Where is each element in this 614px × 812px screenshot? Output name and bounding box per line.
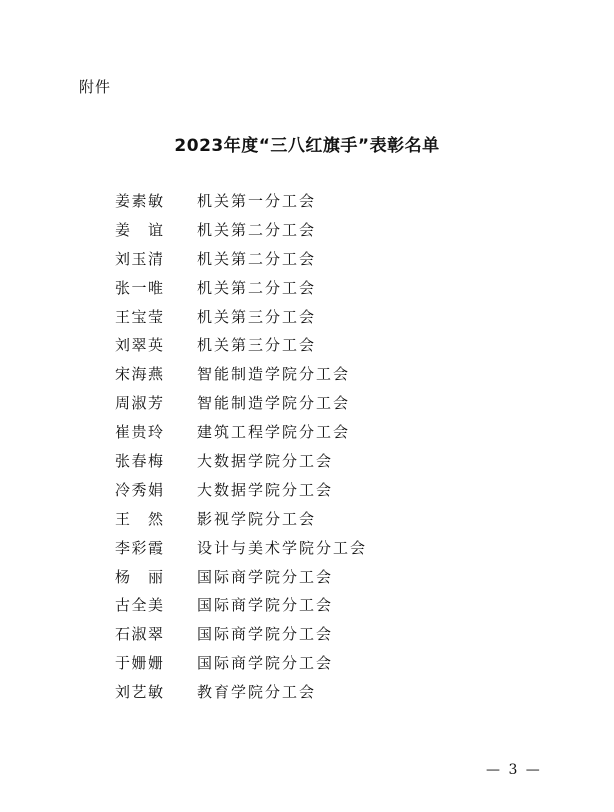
honoree-unit: 国际商学院分工会 xyxy=(197,567,334,586)
honoree-list xyxy=(115,187,495,707)
honoree-row xyxy=(115,274,495,303)
honoree-name: 刘艺敏 xyxy=(115,683,165,702)
honoree-name: 古全美 xyxy=(115,596,165,615)
honoree-name: 崔贵玲 xyxy=(115,423,165,442)
honoree-row xyxy=(115,216,495,245)
honoree-unit: 智能制造学院分工会 xyxy=(197,365,351,384)
honoree-unit: 机关第二分工会 xyxy=(197,278,317,297)
honoree-name: 王 然 xyxy=(115,509,165,528)
honoree-name: 刘翠英 xyxy=(115,336,165,355)
honoree-name: 宋海燕 xyxy=(115,365,165,384)
honoree-row xyxy=(115,534,495,563)
honoree-name: 姜素敏 xyxy=(115,192,165,210)
honoree-row xyxy=(115,331,495,360)
honoree-row xyxy=(115,303,495,332)
honoree-name: 王宝莹 xyxy=(115,307,165,326)
honoree-row xyxy=(115,447,495,476)
honoree-row xyxy=(115,563,495,592)
honoree-name: 张一唯 xyxy=(115,278,165,297)
honoree-name: 张春梅 xyxy=(115,452,165,471)
honoree-row xyxy=(115,360,495,389)
honoree-name: 李彩霞 xyxy=(115,538,165,557)
honoree-row xyxy=(115,649,495,678)
honoree-unit: 设计与美术学院分工会 xyxy=(197,538,368,557)
honoree-row xyxy=(115,245,495,274)
honoree-unit: 国际商学院分工会 xyxy=(197,654,334,673)
attachment-label: 附件 xyxy=(79,78,112,96)
honoree-name: 周淑芳 xyxy=(115,394,165,413)
honoree-unit: 大数据学院分工会 xyxy=(197,480,334,499)
honoree-unit: 智能制造学院分工会 xyxy=(197,394,351,413)
honoree-row xyxy=(115,418,495,447)
document-title: 2023年度“三八红旗手”表彰名单 xyxy=(174,136,440,156)
honoree-row xyxy=(115,620,495,649)
honoree-unit: 国际商学院分工会 xyxy=(197,596,334,615)
honoree-unit: 机关第一分工会 xyxy=(197,192,317,210)
honoree-unit: 影视学院分工会 xyxy=(197,509,317,528)
honoree-unit: 大数据学院分工会 xyxy=(197,452,334,471)
honoree-unit: 机关第三分工会 xyxy=(197,336,317,355)
honoree-row xyxy=(115,591,495,620)
page-number: — 3 — xyxy=(486,762,542,778)
honoree-unit: 机关第二分工会 xyxy=(197,220,317,239)
honoree-unit: 教育学院分工会 xyxy=(197,683,317,702)
honoree-unit: 建筑工程学院分工会 xyxy=(197,423,351,442)
honoree-name: 姜 谊 xyxy=(115,220,165,239)
honoree-name: 杨 丽 xyxy=(115,567,165,586)
honoree-unit: 机关第二分工会 xyxy=(197,249,317,268)
honoree-name: 刘玉清 xyxy=(115,249,165,268)
honoree-name: 石淑翠 xyxy=(115,625,165,644)
honoree-row xyxy=(115,389,495,418)
honoree-row xyxy=(115,505,495,534)
honoree-row xyxy=(115,476,495,505)
honoree-row xyxy=(115,678,495,707)
honoree-row xyxy=(115,187,495,216)
honoree-name: 冷秀娟 xyxy=(115,480,165,499)
honoree-unit: 机关第三分工会 xyxy=(197,307,317,326)
honoree-name: 于姗姗 xyxy=(115,654,165,673)
honoree-unit: 国际商学院分工会 xyxy=(197,625,334,644)
